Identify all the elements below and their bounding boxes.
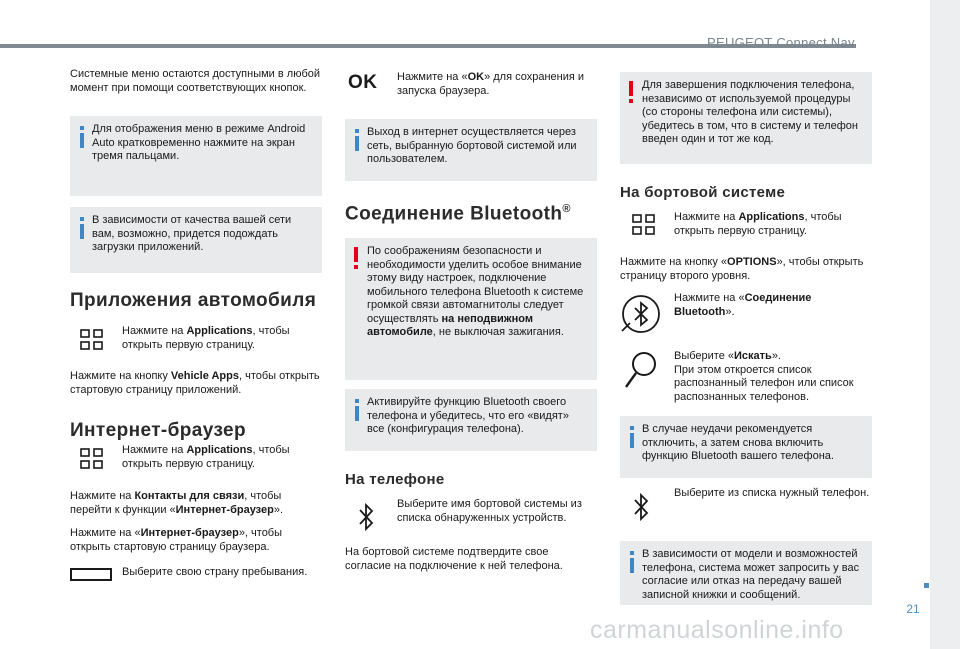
text: », чтобы открыть стартовую страницу браузера. [70,527,283,553]
text: Нажмите на кнопку [70,370,171,382]
bold-term: Контакты для связи [134,490,245,502]
browser-instruction [70,527,320,554]
page-marker [924,583,929,588]
info-box-network [70,207,322,273]
text: , чтобы открыть стартовую страницу приложений. [70,370,320,396]
text: , не выключая зажигания. [432,326,564,338]
watermark: carmanualsonline.info [590,616,844,644]
bold-term: Искать [734,350,772,362]
bold-term: Applications [186,325,253,337]
input-field-icon [70,568,112,582]
text: Нажмите на « [397,71,468,83]
country-instruction: Выберите свою страну пребывания. [122,566,308,578]
warning-icon [352,247,360,271]
section-heading-onboard: На бортовой системе [620,184,786,201]
info-text: Выход в интернет осуществляется через сеть, выбранную бортовой системой или пользователем. [367,126,577,165]
browser-apps-instruction [122,444,322,471]
section-heading-phone: На телефоне [345,471,445,488]
text: По соображениям безопасности и необходимости уделить особое внимание этому виду настроек, подключение мобильного телефона Bluetooth к системе громкой связи автомагнитолы следует осуществлять [367,245,584,325]
text: Нажмите на [674,211,739,223]
page-number: 21 [906,602,920,616]
running-header: PEUGEOT Connect Nav [707,35,855,50]
ok-instruction [397,71,597,98]
bt-connection-instruction [674,292,874,319]
text: При этом откроется список распознанный телефон или список распознанных телефонов. [674,363,854,403]
info-icon [628,551,636,573]
text: Нажмите на [70,490,135,502]
intro-text: Системные меню остаются доступными в любой момент при помощи соответствующих кнопок. [70,68,321,94]
apps-grid-icon [80,448,104,470]
info-box-internet [345,119,597,181]
contacts-instruction [70,490,322,517]
section-heading-bluetooth [345,203,571,225]
text: Выберите « [674,350,735,362]
vehicle-apps-instruction [70,370,320,397]
text: Нажмите на « [70,527,141,539]
info-box-model [620,541,872,605]
info-icon [78,126,86,148]
info-icon [78,217,86,239]
bold-term: OK [467,71,485,83]
section-heading-vehicle-apps: Приложения автомобиля [70,290,317,311]
info-text: В зависимости от модели и возможностей телефона, система может запросить у вас согласие или отказ на передачу вашей записной книжки и сообщений. [642,548,860,601]
bold-term: Applications [186,444,253,456]
bold-term: OPTIONS [727,256,777,268]
info-box-failure [620,416,872,478]
info-box-android-auto [70,116,322,196]
page-side-strip [930,0,960,649]
bold-term: Интернет-браузер [175,503,274,516]
apps-grid-icon [80,329,104,351]
info-icon [628,426,636,448]
choose-system-instruction: Выберите имя бортовой системы из списка обнаруженных устройств. [397,498,582,524]
bold-term: на неподвижном автомобиле [367,312,533,338]
bold-term: Интернет-браузер [140,527,239,539]
text: Нажмите на [122,444,187,456]
bluetooth-icon [632,492,650,522]
text: Нажмите на кнопку « [620,256,728,268]
apps-instruction [122,325,322,352]
onboard-apps-instruction [674,211,874,238]
bluetooth-icon [357,502,375,532]
search-icon [623,350,659,390]
options-instruction [620,256,872,283]
warning-box-code [620,72,872,164]
bluetooth-circle-icon [620,293,662,335]
info-box-activate [345,389,597,451]
info-text: В зависимости от качества вашей сети вам, возможно, придется подождать загрузки приложений. [92,214,292,253]
warning-icon [627,81,635,105]
info-text: Активируйте функцию Bluetooth своего телефона и убедитесь, что его «видят» все (конфигурация телефона). [367,396,569,435]
text: , чтобы перейти к функции « [70,490,282,516]
apps-grid-icon [632,214,656,236]
text: , чтобы открыть первую страницу. [122,325,290,351]
info-icon [353,399,361,421]
bold-term: Applications [738,211,805,223]
text: ». [273,503,284,516]
warning-box-safety [345,238,597,380]
choose-phone-instruction: Выберите из списка нужный телефон. [674,487,870,499]
text: Нажмите на « [674,292,745,304]
warning-text: Для завершения подключения телефона, независимо от используемой процедуры (со стороны телефона или системы), убедитесь в том, что в систему и телефон введен один и тот же код. [642,79,858,145]
ok-button-icon: OK [348,72,378,93]
bold-term: Соединение Bluetooth [674,292,812,318]
search-instruction [674,350,874,404]
text: », чтобы открыть страницу второго уровня. [620,256,864,282]
text: , чтобы открыть первую страницу. [674,211,842,237]
info-text: Для отображения меню в режиме Android Auto кратковременно нажмите на экран тремя пальцами. [92,123,306,162]
text: ». [771,350,781,362]
text: » для сохранения и запуска браузера. [397,71,585,97]
heading-text: Соединение Bluetooth [345,203,563,225]
confirm-instruction: На бортовой системе подтвердите свое согласие на подключение к ней телефона. [345,546,563,572]
text: Нажмите на [122,325,187,337]
warning-text [367,245,589,340]
info-text: В случае неудачи рекомендуется отключить, а затем снова включить функцию Bluetooth вашего телефона. [642,423,834,462]
registered-mark: ® [562,203,571,215]
text: ». [725,305,735,318]
section-heading-browser: Интернет-браузер [70,420,247,441]
bold-term: Vehicle Apps [170,370,239,382]
info-icon [353,129,361,151]
text: , чтобы открыть первую страницу. [122,444,290,470]
